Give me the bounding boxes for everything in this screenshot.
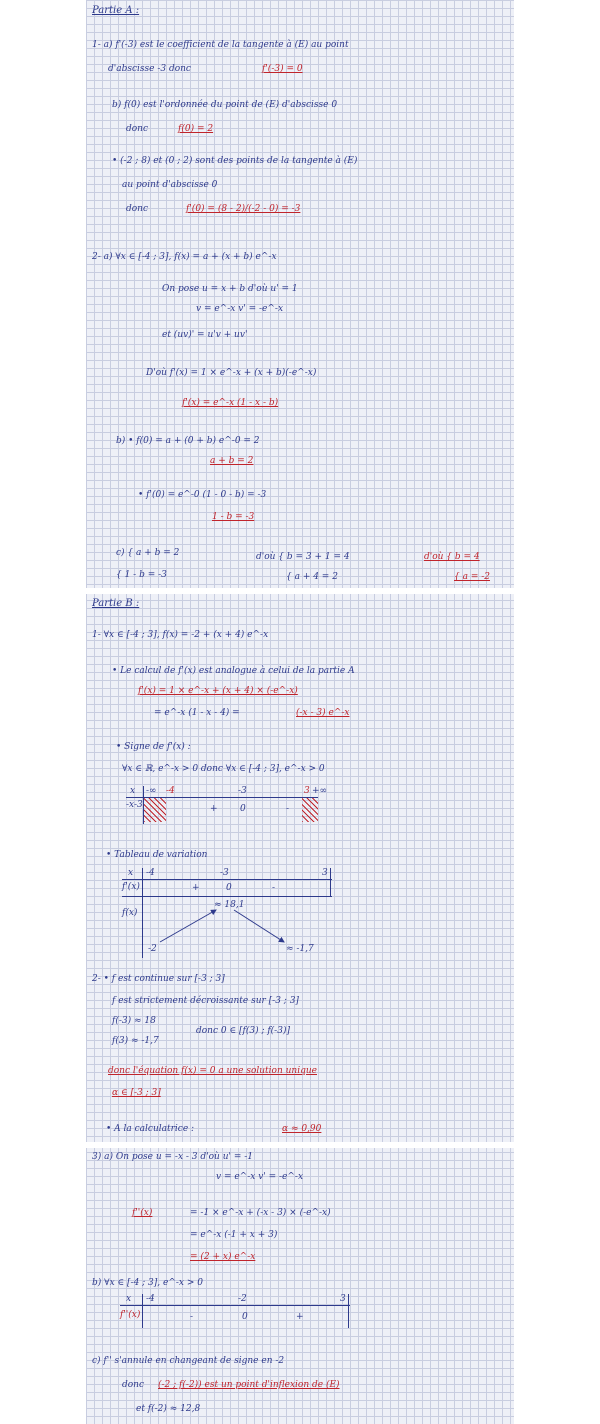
line-a1: 1- a) f'(-3) est le coefficient de la tangente à (E) au point <box>92 40 349 50</box>
sign1-minus: - <box>286 804 290 814</box>
var-zero: 0 <box>226 883 232 893</box>
line-b3: f'(x) = 1 × e^-x + (x + 4) × (-e^-x) <box>138 686 298 696</box>
result-fpp: = (2 + x) e^-x <box>190 1252 256 1262</box>
sign1-m3: -3 <box>238 786 247 796</box>
sign2-zero: 0 <box>242 1312 248 1322</box>
var-top: ≈ 18,1 <box>214 900 245 910</box>
variation-arrows <box>122 868 332 958</box>
line-b20: b) ∀x ∈ [-4 ; 3], e^-x > 0 <box>92 1278 203 1288</box>
sign1-row-label: -x-3 <box>126 800 143 810</box>
line-a3: b) f(0) est l'ordonnée du point de (E) d'abscisse 0 <box>112 100 338 110</box>
sign-table-1 <box>126 786 328 824</box>
line-b4: = e^-x (1 - x - 4) = <box>154 708 240 718</box>
result-b: 1 - b = -3 <box>212 512 255 522</box>
var-m3: -3 <box>220 868 229 878</box>
result-am2: { a = -2 <box>454 572 490 582</box>
line-a18: c) { a + b = 2 <box>116 548 180 558</box>
line-b5: • Signe de f'(x) : <box>116 742 191 752</box>
sign2-p3: 3 <box>340 1294 346 1304</box>
line-a4: donc <box>126 124 149 134</box>
line-b6: ∀x ∈ ℝ, e^-x > 0 donc ∀x ∈ [-4 ; 3], e^-x > 0 <box>122 764 325 774</box>
var-p3: 3 <box>322 868 328 878</box>
line-b15: 3) a) On pose u = -x - 3 d'où u' = -1 <box>92 1152 253 1162</box>
sign-table-2 <box>120 1294 350 1328</box>
line-a12: D'où f'(x) = 1 × e^-x + (x + b)(-e^-x) <box>146 368 317 378</box>
sign2-m4: -4 <box>146 1294 155 1304</box>
line-a2: d'abscisse -3 donc <box>108 64 191 74</box>
var-m4: -4 <box>146 868 155 878</box>
var-minus: - <box>272 883 276 893</box>
line-b8: 2- • f est continue sur [-3 ; 3] <box>92 974 225 984</box>
variation-table <box>122 868 332 958</box>
partie-a-title: Partie A : <box>92 5 140 16</box>
line-a9: On pose u = x + b d'où u' = 1 <box>162 284 298 294</box>
partie-b-title: Partie B : <box>92 598 140 609</box>
result-alpha-interval: α ∈ [-3 ; 3] <box>112 1088 161 1098</box>
result-fp0: f'(0) = (8 - 2)/(-2 - 0) = -3 <box>186 204 301 214</box>
result-fp-m3: f'(-3) = 0 <box>262 64 303 74</box>
sign2-x-label: x <box>126 1294 132 1304</box>
line-b10: f(-3) ≈ 18 <box>112 1016 156 1026</box>
var-x-label: x <box>128 868 134 878</box>
line-b9: f est strictement décroissante sur [-3 ; 3] <box>112 996 299 1006</box>
line-a19m: { a + 4 = 2 <box>286 572 338 582</box>
line-a18m: d'où { b = 3 + 1 = 4 <box>256 552 350 562</box>
line-b17: = -1 × e^-x + (-x - 3) × (-e^-x) <box>190 1208 331 1218</box>
line-b10m: donc 0 ∈ [f(3) ; f(-3)] <box>196 1026 290 1036</box>
line-a16: • f'(0) = e^-0 (1 - 0 - b) = -3 <box>138 490 267 500</box>
line-a14: b) • f(0) = a + (0 + b) e^-0 = 2 <box>116 436 260 446</box>
line-a8: 2- a) ∀x ∈ [-4 ; 3], f(x) = a + (x + b) e^-x <box>92 252 277 262</box>
var-f-label: f(x) <box>122 908 138 918</box>
sign2-minus: - <box>190 1312 194 1322</box>
sign1-x-label: x <box>130 786 136 796</box>
line-a7: donc <box>126 204 149 214</box>
line-b21: c) f'' s'annule en changeant de signe en -2 <box>92 1356 285 1366</box>
line-b12: donc l'équation f(x) = 0 a une solution unique <box>108 1066 317 1076</box>
result-ab: a + b = 2 <box>210 456 254 466</box>
line-a10: v = e^-x v' = -e^-x <box>196 304 284 314</box>
result-fpx-b: (-x - 3) e^-x <box>296 708 350 718</box>
line-b22: donc <box>122 1380 145 1390</box>
sign1-pinf: +∞ <box>312 786 328 796</box>
line-a19: { 1 - b = -3 <box>116 570 167 580</box>
sign1-plus: + <box>210 804 218 814</box>
line-b16: v = e^-x v' = -e^-x <box>216 1172 304 1182</box>
line-b1: 1- ∀x ∈ [-4 ; 3], f(x) = -2 + (x + 4) e^-x <box>92 630 269 640</box>
page-divider <box>86 588 514 594</box>
result-inflexion: (-2 ; f(-2)) est un point d'inflexion de (E) <box>158 1380 340 1390</box>
sign1-zero: 0 <box>240 804 246 814</box>
sign1-m4: -4 <box>166 786 175 796</box>
result-f0: f(0) = 2 <box>178 124 214 134</box>
line-b2: • Le calcul de f'(x) est analogue à celui de la partie A <box>112 666 355 676</box>
line-b23: et f(-2) ≈ 12,8 <box>136 1404 201 1414</box>
var-right: ≈ -1,7 <box>286 944 314 954</box>
handwritten-page <box>86 0 514 1424</box>
var-plus: + <box>192 883 200 893</box>
result-alpha: α ≈ 0,90 <box>282 1124 322 1134</box>
page-divider-2 <box>86 1142 514 1148</box>
sign2-row-label: f''(x) <box>120 1310 141 1320</box>
line-a5: • (-2 ; 8) et (0 ; 2) sont des points de la tangente à (E) <box>112 156 358 166</box>
line-b7: • Tableau de variation <box>106 850 208 860</box>
var-left: -2 <box>148 944 157 954</box>
result-fpx: f'(x) = e^-x (1 - x - b) <box>182 398 279 408</box>
sign1-hatch-right <box>302 798 318 822</box>
label-fpp: f''(x) <box>132 1208 153 1218</box>
sign2-m2: -2 <box>238 1294 247 1304</box>
sign1-p3: 3 <box>304 786 310 796</box>
line-a11: et (uv)' = u'v + uv' <box>162 330 248 340</box>
line-b11: f(3) ≈ -1,7 <box>112 1036 159 1046</box>
line-b14: • A la calculatrice : <box>106 1124 195 1134</box>
line-b18: = e^-x (-1 + x + 3) <box>190 1230 278 1240</box>
sign1-minf: -∞ <box>146 786 157 796</box>
result-b4: d'où { b = 4 <box>424 552 480 562</box>
var-fp-label: f'(x) <box>122 882 140 892</box>
sign1-hatch-left <box>144 798 166 822</box>
line-a6: au point d'abscisse 0 <box>122 180 218 190</box>
sign2-plus: + <box>296 1312 304 1322</box>
